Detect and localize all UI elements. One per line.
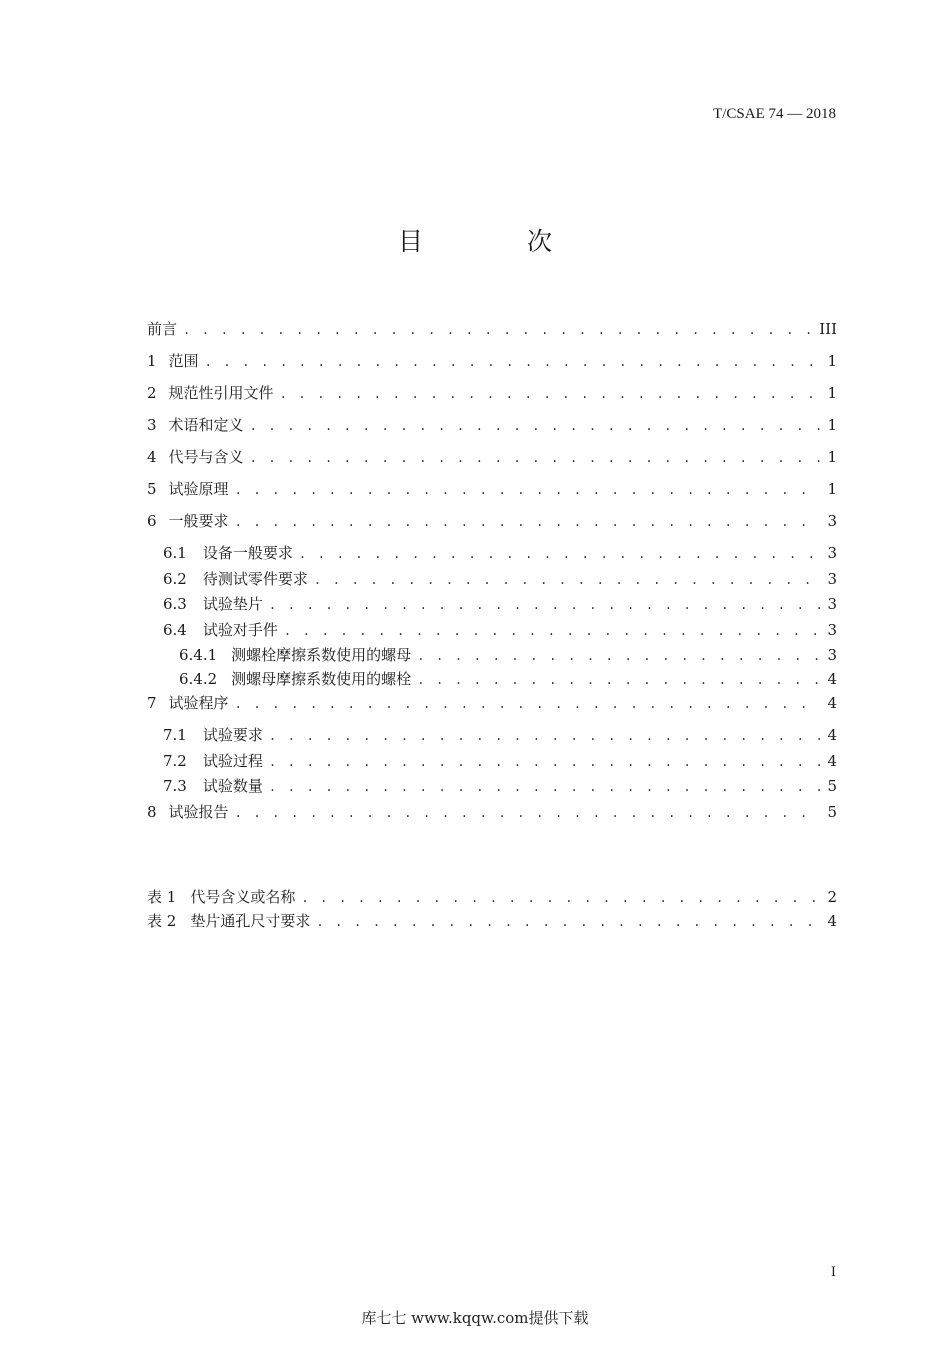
toc-entry-label: 设备一般要求: [202, 544, 293, 562]
toc-entry[interactable]: [147, 775, 837, 801]
toc-entry-page: 1: [827, 416, 837, 434]
toc-entry[interactable]: [147, 692, 837, 724]
toc-entry[interactable]: [147, 382, 837, 414]
toc-entry[interactable]: [147, 801, 837, 833]
toc-entry-label: 待测试零件要求: [202, 569, 308, 588]
toc-entry[interactable]: [147, 724, 837, 750]
toc-entry-page: 4: [827, 751, 837, 770]
toc-entry[interactable]: [147, 542, 837, 568]
toc-entry-label: 代号与含义: [168, 448, 244, 466]
toc-entry-number: 6.4.2: [179, 670, 218, 688]
toc-entry-page: 4: [827, 694, 837, 712]
dot-leader: [299, 547, 821, 561]
toc-entry[interactable]: [147, 593, 837, 619]
toc-entry-number: 表 2: [147, 912, 177, 930]
toc-entry[interactable]: [147, 886, 837, 910]
download-footer: 库七七 www.kqqw.com提供下载: [361, 1309, 589, 1327]
dot-leader: [205, 355, 821, 369]
toc-entry-number: 2: [147, 384, 157, 402]
toc-entry-label: 试验要求: [202, 726, 263, 744]
toc-entry-number: 8: [147, 802, 157, 821]
toc-entry-number: 6.4.1: [179, 646, 218, 664]
toc-entry[interactable]: [147, 668, 837, 692]
dot-leader: [250, 451, 821, 465]
dot-leader: [235, 515, 821, 529]
toc-entry-number: 6.1: [163, 544, 187, 562]
toc-entry[interactable]: [147, 414, 837, 446]
toc-entry[interactable]: [147, 619, 837, 645]
toc-entry-page: 5: [827, 777, 837, 795]
toc-entry-number: 6.2: [163, 569, 187, 588]
toc-entry-page: 3: [827, 544, 837, 562]
toc-entry-label: 测螺栓摩擦系数使用的螺母: [231, 646, 412, 664]
list-of-tables: [147, 886, 837, 934]
page-title: 目 次: [398, 227, 600, 256]
toc-entry-page: 1: [827, 384, 837, 402]
toc-entry-number: 7.2: [163, 751, 187, 770]
toc-entry-label: 范围: [168, 352, 199, 370]
toc-entry[interactable]: [147, 750, 837, 776]
toc-entry-label: 垫片通孔尺寸要求: [190, 912, 311, 930]
toc-entry-label: 试验垫片: [202, 595, 263, 613]
dot-leader: [284, 624, 821, 638]
toc-entry-number: 6.4: [163, 620, 187, 639]
toc-entry-label: 试验程序: [168, 694, 229, 712]
dot-leader: [235, 483, 821, 497]
dot-leader: [301, 891, 821, 905]
toc-entry-page: 3: [827, 620, 837, 639]
toc-entry-number: 5: [147, 480, 157, 498]
toc-entry-number: 7.3: [163, 777, 187, 795]
toc-entry-number: 7: [147, 694, 157, 712]
toc-entry-number: 3: [147, 416, 157, 434]
toc-entry-number: 4: [147, 448, 157, 466]
toc-entry[interactable]: [147, 350, 837, 382]
toc-entry-label: 试验对手件: [202, 620, 278, 639]
toc-entry-number: 7.1: [163, 726, 187, 744]
dot-leader: [417, 673, 821, 687]
dot-leader: [183, 323, 813, 337]
toc-entry-label: 代号含义或名称: [190, 888, 296, 906]
toc-entry-number: 1: [147, 352, 157, 370]
toc-entry-label: 一般要求: [168, 512, 229, 530]
dot-leader: [269, 729, 821, 743]
toc-entry-number: 表 1: [147, 888, 177, 906]
toc-entry[interactable]: [147, 478, 837, 510]
toc-entry-label: 试验原理: [168, 480, 229, 498]
dot-leader: [269, 780, 821, 794]
toc-entry-page: 3: [827, 569, 837, 588]
toc-entry-page: 3: [827, 646, 837, 664]
toc-entry[interactable]: [147, 910, 837, 934]
toc-entry[interactable]: [147, 644, 837, 668]
toc-entry-page: 5: [827, 802, 837, 821]
toc-entry-label: 试验报告: [168, 802, 229, 821]
dot-leader: [316, 915, 821, 929]
toc-entry-page: 3: [827, 512, 837, 530]
toc-entry[interactable]: [147, 318, 837, 350]
document-code: T/CSAE 74 — 2018: [713, 106, 836, 122]
dot-leader: [235, 806, 821, 820]
toc-entry-label: 规范性引用文件: [168, 384, 274, 402]
dot-leader: [250, 419, 821, 433]
toc-entry-label: 试验过程: [202, 751, 263, 770]
toc-entry-page: 4: [827, 670, 837, 688]
dot-leader: [269, 598, 821, 612]
toc-entry-number: 6: [147, 512, 157, 530]
toc-entry-page: 3: [827, 595, 837, 613]
toc-entry-number: 6.3: [163, 595, 187, 613]
toc-entry[interactable]: [147, 510, 837, 542]
toc-entry[interactable]: [147, 446, 837, 478]
dot-leader: [269, 755, 821, 769]
page-number: I: [830, 1265, 836, 1280]
dot-leader: [280, 387, 821, 401]
dot-leader: [417, 649, 821, 663]
toc-entry-label: 测螺母摩擦系数使用的螺栓: [231, 670, 412, 688]
toc-entry-page: 1: [827, 480, 837, 498]
toc-entry-page: 1: [827, 352, 837, 370]
dot-leader: [314, 573, 821, 587]
toc-entry-label: 前言: [147, 320, 178, 338]
toc-entry-label: 术语和定义: [168, 416, 244, 434]
toc-entry[interactable]: [147, 568, 837, 594]
toc-entry-page: 4: [827, 726, 837, 744]
toc-entry-page: 1: [827, 448, 837, 466]
toc-entry-label: 试验数量: [202, 777, 263, 795]
toc-entry-page: 2: [827, 888, 837, 906]
table-of-contents: [147, 318, 837, 833]
toc-entry-page: III: [819, 320, 837, 338]
dot-leader: [235, 697, 821, 711]
toc-entry-page: 4: [827, 912, 837, 930]
